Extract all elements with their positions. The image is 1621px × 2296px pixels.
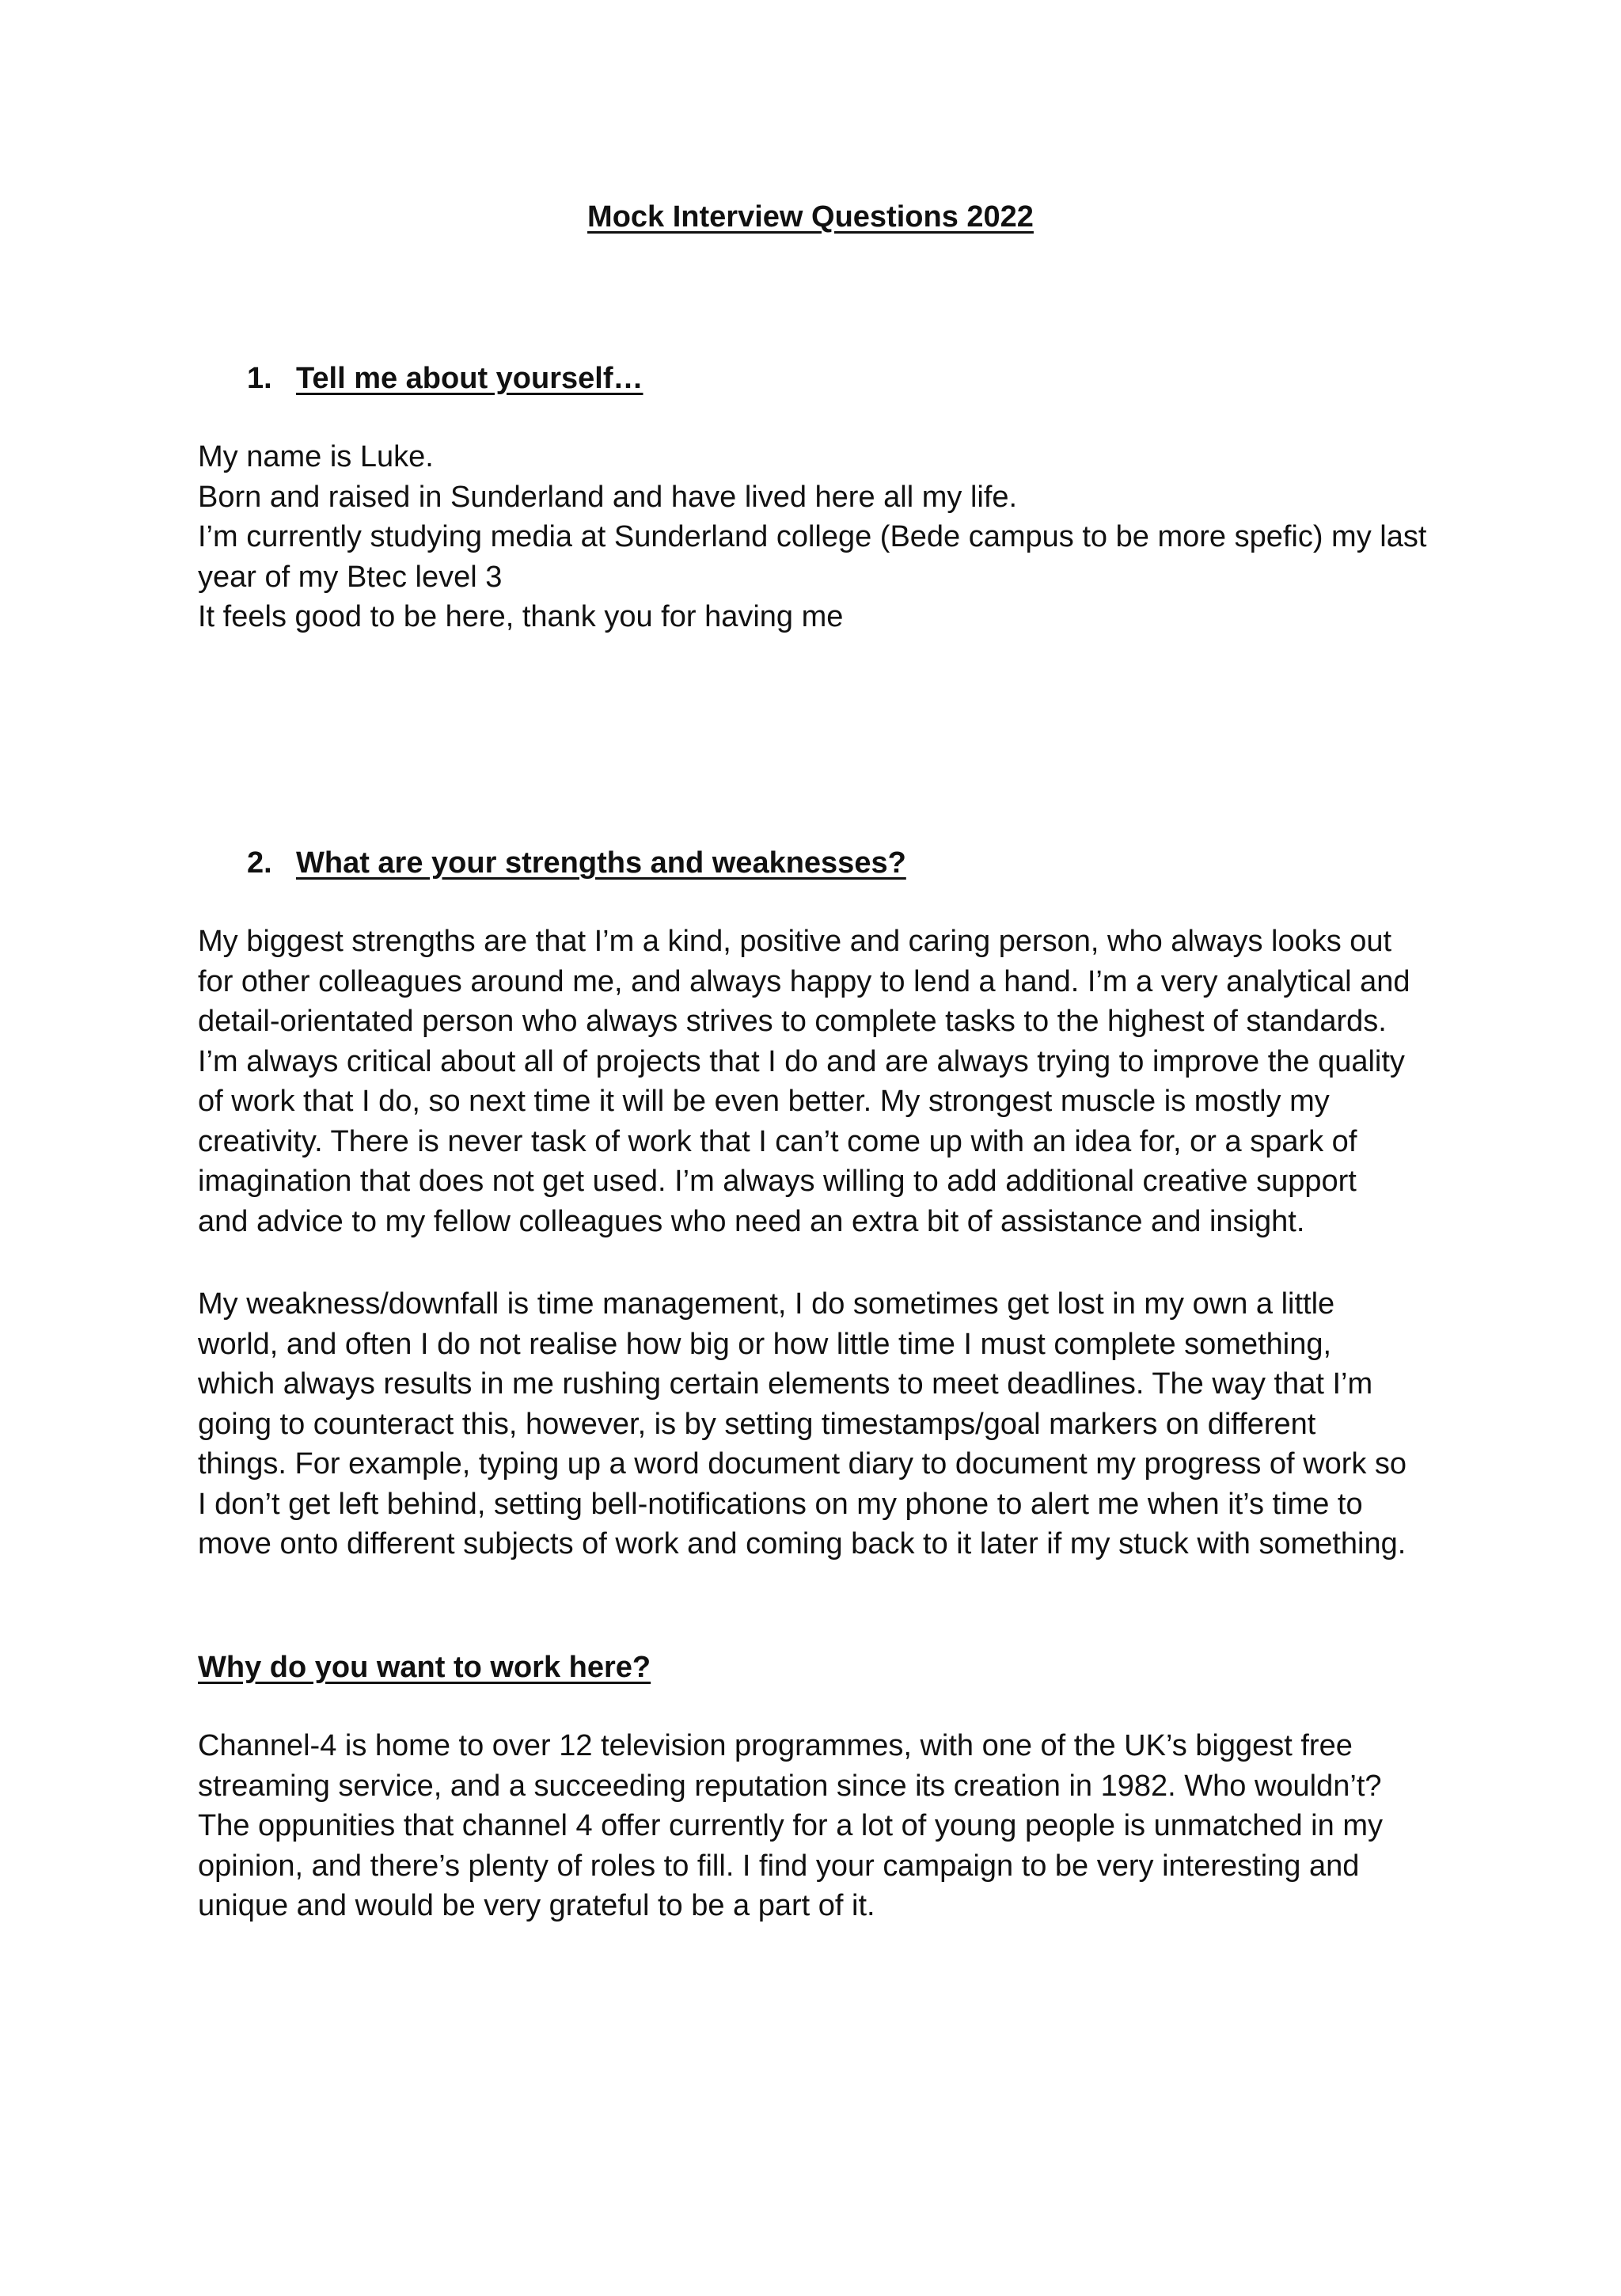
question-3-heading xyxy=(198,1647,651,1688)
question-1-number: 1. xyxy=(247,362,272,395)
answer-3-line: opinion, and there’s plenty of roles to fill. I find your campaign to be very interesting and xyxy=(198,1849,1360,1883)
strengths-line: creativity. There is never task of work that I can’t come up with an idea for, or a spark of xyxy=(198,1124,1357,1158)
answer-3-line: streaming service, and a succeeding reputation since its creation in 1982. Who wouldn’t? xyxy=(198,1769,1382,1803)
answer-2-strengths-paragraph xyxy=(198,922,1433,1241)
answer-1-line: Born and raised in Sunderland and have lived here all my life. xyxy=(198,480,1018,514)
answer-3-paragraph xyxy=(198,1726,1433,1926)
weakness-line: which always results in me rushing certain elements to meet deadlines. The way that I’m xyxy=(198,1367,1373,1401)
strengths-line: I’m always critical about all of projects that I do and are always trying to improve the quality xyxy=(198,1044,1405,1078)
answer-1-line: I’m currently studying media at Sunderland college (Bede campus to be more spefic) my last xyxy=(198,520,1427,553)
answer-3-line: The oppunities that channel 4 offer currently for a lot of young people is unmatched in my xyxy=(198,1809,1383,1842)
document-title: Mock Interview Questions 2022 xyxy=(587,200,1034,234)
answer-1-line: My name is Luke. xyxy=(198,440,434,473)
strengths-line: My biggest strengths are that I’m a kind, positive and caring person, who always looks out xyxy=(198,925,1392,958)
answer-1-line: year of my Btec level 3 xyxy=(198,560,503,594)
answer-2-weakness-paragraph xyxy=(198,1284,1433,1564)
question-2-heading xyxy=(247,842,906,884)
answer-1-paragraph xyxy=(198,437,1433,637)
weakness-line: going to counteract this, however, is by setting timestamps/goal markers on different xyxy=(198,1407,1316,1441)
weakness-line: move onto different subjects of work and coming back to it later if my stuck with something. xyxy=(198,1527,1407,1560)
weakness-line: My weakness/downfall is time management, I do sometimes get lost in my own a little xyxy=(198,1287,1335,1321)
weakness-line: world, and often I do not realise how big or how little time I must complete something, xyxy=(198,1327,1332,1361)
question-1-heading xyxy=(247,358,643,399)
question-2-number: 2. xyxy=(247,846,272,880)
strengths-line: and advice to my fellow colleagues who need an extra bit of assistance and insight. xyxy=(198,1204,1305,1238)
question-1-text: Tell me about yourself… xyxy=(296,362,643,395)
strengths-line: of work that I do, so next time it will be even better. My strongest muscle is mostly my xyxy=(198,1085,1330,1118)
strengths-line: detail-orientated person who always strives to complete tasks to the highest of standards. xyxy=(198,1005,1387,1038)
strengths-line: for other colleagues around me, and always happy to lend a hand. I’m a very analytical and xyxy=(198,964,1410,998)
answer-3-line: Channel-4 is home to over 12 television programmes, with one of the UK’s biggest free xyxy=(198,1729,1353,1762)
weakness-line: I don’t get left behind, setting bell-notifications on my phone to alert me when it’s time to xyxy=(198,1487,1363,1521)
weakness-line: things. For example, typing up a word document diary to document my progress of work so xyxy=(198,1447,1407,1481)
answer-1-line: It feels good to be here, thank you for having me xyxy=(198,600,844,633)
answer-3-line: unique and would be very grateful to be a part of it. xyxy=(198,1889,875,1922)
question-3-text: Why do you want to work here? xyxy=(198,1651,651,1684)
strengths-line: imagination that does not get used. I’m always willing to add additional creative support xyxy=(198,1165,1357,1198)
question-2-text: What are your strengths and weaknesses? xyxy=(296,846,906,880)
